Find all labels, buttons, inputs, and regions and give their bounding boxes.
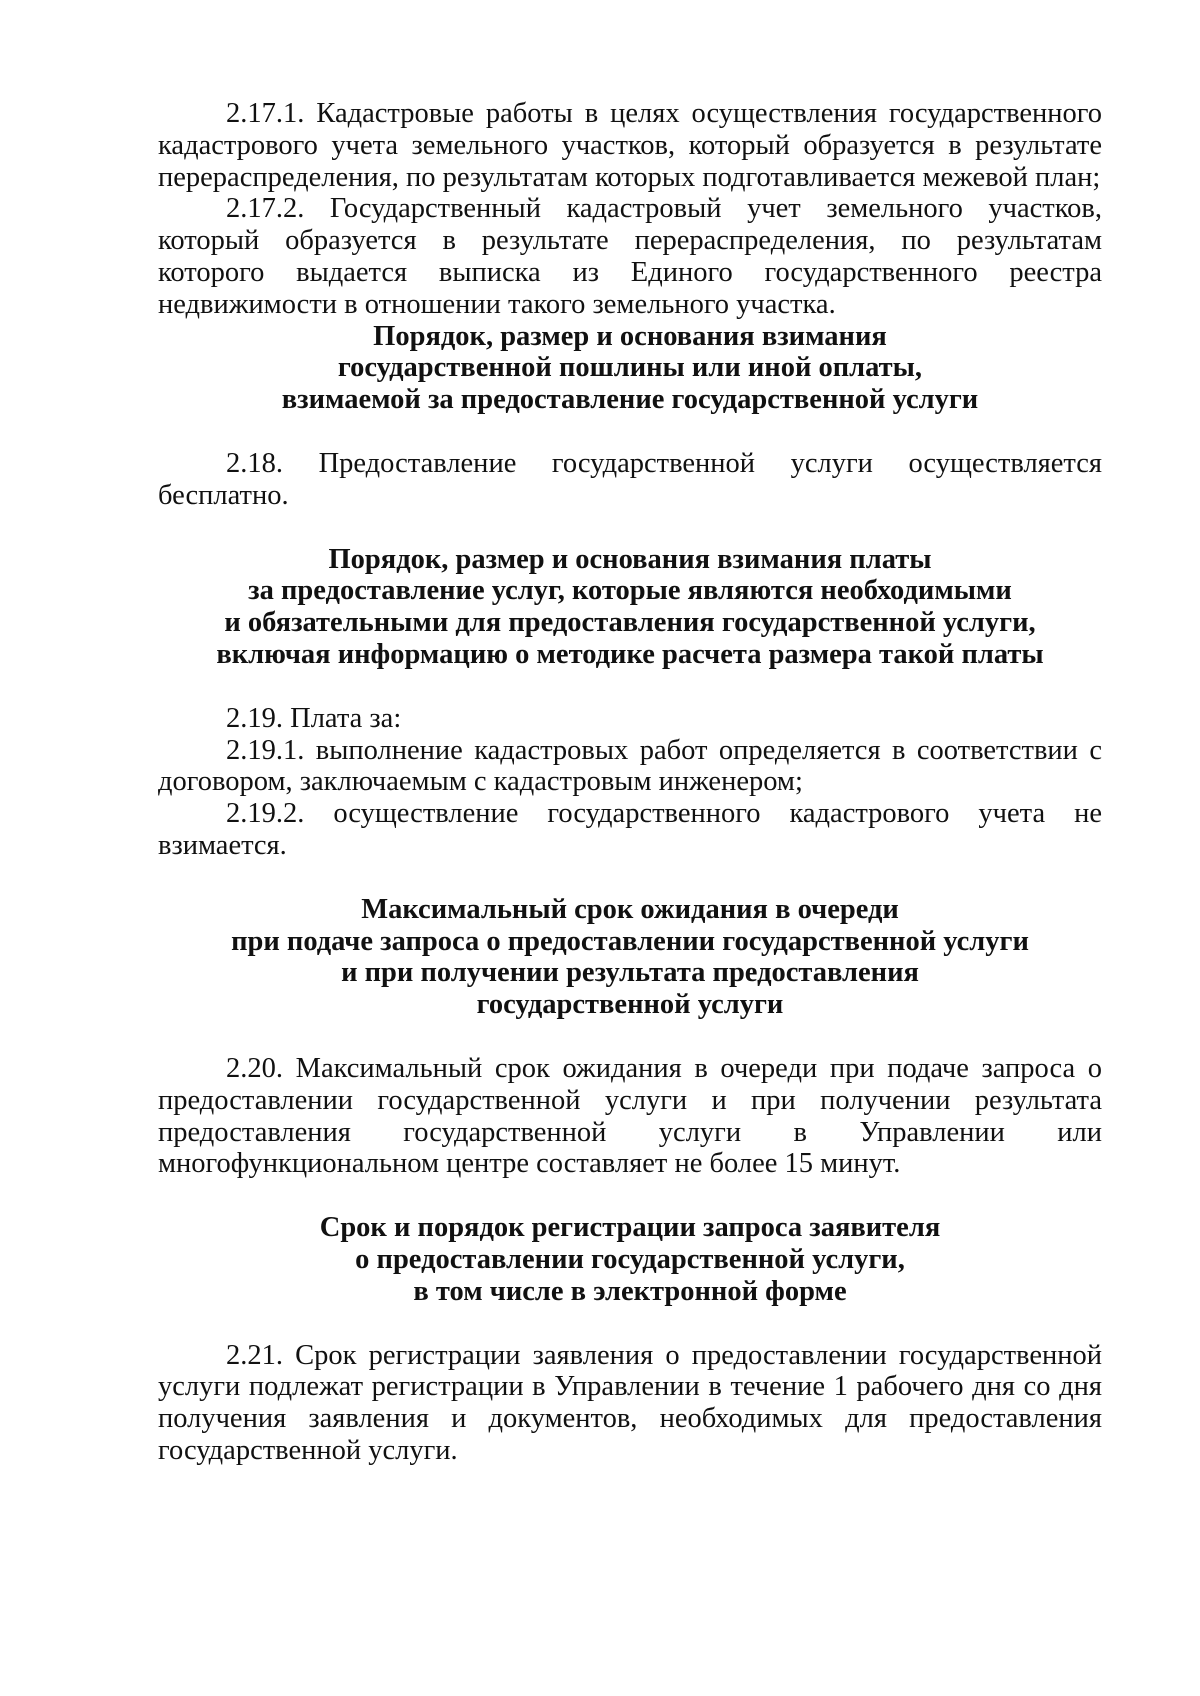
- paragraph-2-20: 2.20. Максимальный срок ожидания в очереди при подаче запроса о предоставлении государственной услуги и при получении результата предоставления государственной услуги в Управлении или многофункциональном центре составляет не более 15 минут.: [158, 1052, 1102, 1180]
- heading-fee-services: [158, 544, 1102, 671]
- paragraph-2-21: 2.21. Срок регистрации заявления о предоставлении государственной услуги подлежат регистрации в Управлении в течение 1 рабочего дня со дня получения заявления и документов, необходимых для предоставления государственной услуги.: [158, 1339, 1102, 1466]
- heading-line: и при получении результата предоставления: [341, 957, 919, 989]
- heading-line: при подаче запроса о предоставлении государственной услуги: [231, 925, 1029, 957]
- heading-line: за предоставление услуг, которые являются необходимыми: [248, 575, 1012, 607]
- document-page: [158, 98, 1102, 1467]
- heading-line: государственной пошлины или иной оплаты,: [337, 352, 923, 384]
- paragraph-2-19-1: 2.19.1. выполнение кадастровых работ определяется в соответствии с договором, заключаемым с кадастровым инженером;: [158, 734, 1102, 798]
- heading-line: о предоставлении государственной услуги,: [355, 1243, 905, 1275]
- heading-line: включая информацию о методике расчета размера такой платы: [216, 638, 1044, 670]
- heading-line: Порядок, размер и основания взимания платы: [328, 543, 932, 575]
- heading-line: в том числе в электронной форме: [413, 1275, 847, 1307]
- heading-line: Максимальный срок ожидания в очереди: [361, 893, 899, 925]
- paragraph-2-19: 2.19. Плата за:: [226, 702, 402, 734]
- paragraph-2-17-1: 2.17.1. Кадастровые работы в целях осуществления государственного кадастрового учета земельного участков, который образуется в результате перераспределения, по результатам которых подготавливается межевой план;: [158, 98, 1102, 193]
- paragraph-2-17-2: 2.17.2. Государственный кадастровый учет земельного участков, который образуется в результате перераспределения, по результатам которого выдается выписка из Единого государственного реестра недвижимости в отношении такого земельного участка.: [158, 193, 1102, 320]
- heading-line: Порядок, размер и основания взимания: [373, 320, 887, 352]
- heading-line: и обязательными для предоставления государственной услуги,: [224, 607, 1036, 639]
- heading-queue-time: [158, 894, 1102, 1021]
- heading-registration: [158, 1212, 1102, 1307]
- paragraph-2-19-2: 2.19.2. осуществление государственного кадастрового учета не взимается.: [158, 798, 1102, 861]
- heading-line: Срок и порядок регистрации запроса заявителя: [319, 1212, 941, 1244]
- heading-line: государственной услуги: [476, 989, 784, 1021]
- paragraph-2-18: 2.18. Предоставление государственной услуги осуществляется бесплатно.: [158, 447, 1102, 511]
- heading-line: взимаемой за предоставление государственной услуги: [281, 384, 979, 416]
- heading-fee-basis: [158, 321, 1102, 416]
